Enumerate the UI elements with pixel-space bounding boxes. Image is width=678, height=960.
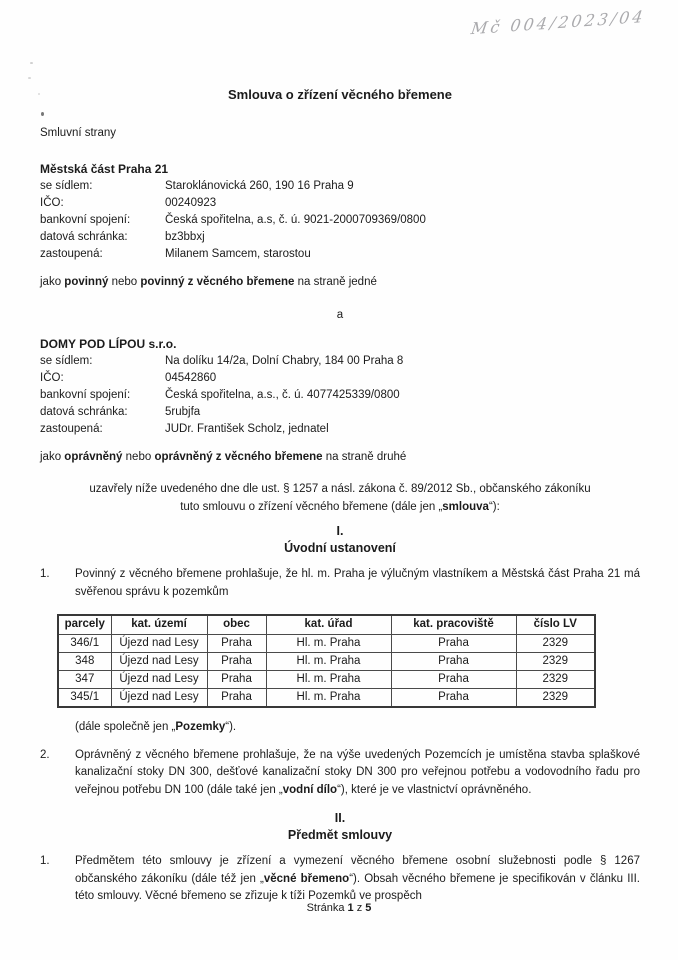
field-value: Staroklánovická 260, 190 16 Praha 9 [165, 180, 354, 192]
field-label: zastoupená: [40, 248, 103, 260]
field-label: bankovní spojení: [40, 389, 131, 401]
paragraph-number: 1. [40, 855, 50, 867]
scan-artifact [30, 62, 33, 64]
article1-paragraph1 [40, 566, 640, 601]
table-cell: 2329 [516, 688, 595, 707]
pozemky-definition-note: (dále společně jen „Pozemky“). [75, 720, 237, 733]
paragraph-text: Povinný z věcného břemene prohlašuje, že hl. m. Praha je výlučným vlastníkem a Městská část Praha 21 má svěřenou správu k pozemkům [75, 568, 640, 598]
table-cell: 345/1 [58, 688, 111, 707]
field-label: se sídlem: [40, 355, 93, 367]
preamble-line1: uzavřely níže uvedeného dne dle ust. § 1257 a násl. zákona č. 89/2012 Sb., občanského zákoníku [89, 483, 591, 495]
parties-intro-label: Smluvní strany [40, 127, 117, 139]
party1-field-row [40, 212, 640, 229]
table-cell: Praha [207, 688, 266, 707]
table-cell: 347 [58, 670, 111, 688]
field-value: Česká spořitelna, a.s., č. ú. 4077425339/0800 [165, 389, 400, 401]
table-cell: Praha [391, 634, 516, 652]
article2-heading: Předmět smlouvy [287, 828, 393, 842]
table-cell: Újezd nad Lesy [111, 634, 207, 652]
article2-number: II. [334, 811, 346, 825]
field-label: IČO: [40, 197, 64, 209]
field-label: se sídlem: [40, 180, 93, 192]
table-cell: Praha [207, 652, 266, 670]
field-value: bz3bbxj [165, 231, 205, 243]
parties-separator: a [336, 309, 344, 321]
table-cell: Praha [391, 652, 516, 670]
paragraph-text: Oprávněný z věcného břemene prohlašuje, že na výše uvedených Pozemcích je umístěna stavba splaškové kanalizační stoky DN 300, dešťové kanalizační stoky DN 300 pro veřejnou potřebu a vodovodního řadu pro veřejnou potřebu DN 100 (dále také jen „vodní dílo“), které je ve vlastnictví oprávněného. [75, 748, 640, 796]
field-value: 00240923 [165, 197, 217, 209]
field-label: datová schránka: [40, 231, 128, 243]
article1-paragraph2 [40, 747, 640, 800]
party1-field-row [40, 178, 640, 195]
table-cell: Hl. m. Praha [266, 634, 391, 652]
table-cell: 2329 [516, 652, 595, 670]
party1-field-row [40, 195, 640, 212]
table-row [58, 670, 595, 688]
party2-field-row [40, 370, 640, 387]
preamble-line2: tuto smlouvu o zřízení věcného břemene (dále jen „smlouva“): [180, 500, 500, 513]
table-row [58, 652, 595, 670]
party1-name: Městská část Praha 21 [40, 162, 169, 176]
party2-field-row [40, 404, 640, 421]
party1-block [40, 161, 640, 291]
party2-field-row [40, 387, 640, 404]
party2-field-row [40, 353, 640, 370]
party1-field-row [40, 229, 640, 246]
table-cell: Praha [207, 634, 266, 652]
table-cell: 346/1 [58, 634, 111, 652]
article2-paragraph1 [40, 853, 640, 906]
page-footer: Stránka 1 z 5 [306, 902, 372, 914]
parcels-table [57, 614, 596, 708]
table-row [58, 688, 595, 707]
table-header-cell: parcely [58, 615, 111, 634]
field-value: Na dolíku 14/2a, Dolní Chabry, 184 00 Praha 8 [165, 355, 404, 367]
table-cell: Hl. m. Praha [266, 652, 391, 670]
preamble [40, 481, 640, 516]
table-cell: Újezd nad Lesy [111, 652, 207, 670]
table-cell: 2329 [516, 634, 595, 652]
table-header-row [58, 615, 595, 634]
paragraph-number: 1. [40, 568, 50, 580]
scan-artifact [41, 112, 44, 116]
field-value: 5rubjfa [165, 406, 201, 418]
handwritten-reference-number: Mč 004/2023/04 [470, 6, 648, 39]
article1-heading: Úvodní ustanovení [284, 541, 396, 555]
field-value: Česká spořitelna, a.s, č. ú. 9021-2000709369/0800 [165, 214, 426, 226]
table-cell: Újezd nad Lesy [111, 670, 207, 688]
party1-field-row [40, 246, 640, 263]
table-cell: Praha [207, 670, 266, 688]
field-label: datová schránka: [40, 406, 128, 418]
table-cell: Újezd nad Lesy [111, 688, 207, 707]
field-value: JUDr. František Scholz, jednatel [165, 423, 329, 435]
document-title: Smlouva o zřízení věcného břemene [228, 87, 452, 102]
table-header-cell: kat. území [111, 615, 207, 634]
table-row [58, 634, 595, 652]
table-header-cell: kat. pracoviště [391, 615, 516, 634]
field-value: 04542860 [165, 372, 217, 384]
field-label: zastoupená: [40, 423, 103, 435]
table-cell: Hl. m. Praha [266, 670, 391, 688]
field-label: IČO: [40, 372, 64, 384]
article1-number: I. [336, 524, 344, 538]
table-cell: Praha [391, 688, 516, 707]
table-header-cell: kat. úřad [266, 615, 391, 634]
party2-role-line: jako oprávněný nebo oprávněný z věcného břemene na straně druhé [40, 451, 407, 463]
party2-name: DOMY POD LÍPOU s.r.o. [40, 337, 177, 351]
field-label: bankovní spojení: [40, 214, 131, 226]
paragraph-text: Předmětem této smlouvy je zřízení a vymezení věcného břemene osobní služebnosti podle § 1267 občanského zákoníku (dále též jen „věcné břemeno“). Obsah věcného břemene je specifikován v článku III. této smlouvy. Věcné břemeno se zřizuje k tíži Pozemků ve prospěch [75, 855, 640, 902]
field-value: Milanem Samcem, starostou [165, 248, 311, 260]
table-header-cell: číslo LV [516, 615, 595, 634]
table-cell: Praha [391, 670, 516, 688]
table-header-cell: obec [207, 615, 266, 634]
table-cell: Hl. m. Praha [266, 688, 391, 707]
party2-field-row [40, 421, 640, 438]
scan-artifact [28, 77, 31, 79]
paragraph-number: 2. [40, 748, 50, 761]
party1-role-line: jako povinný nebo povinný z věcného břemene na straně jedné [40, 276, 377, 288]
scan-artifact [38, 93, 40, 95]
table-cell: 348 [58, 652, 111, 670]
party2-block [40, 336, 640, 466]
parcels-table-body [58, 634, 595, 707]
table-cell: 2329 [516, 670, 595, 688]
